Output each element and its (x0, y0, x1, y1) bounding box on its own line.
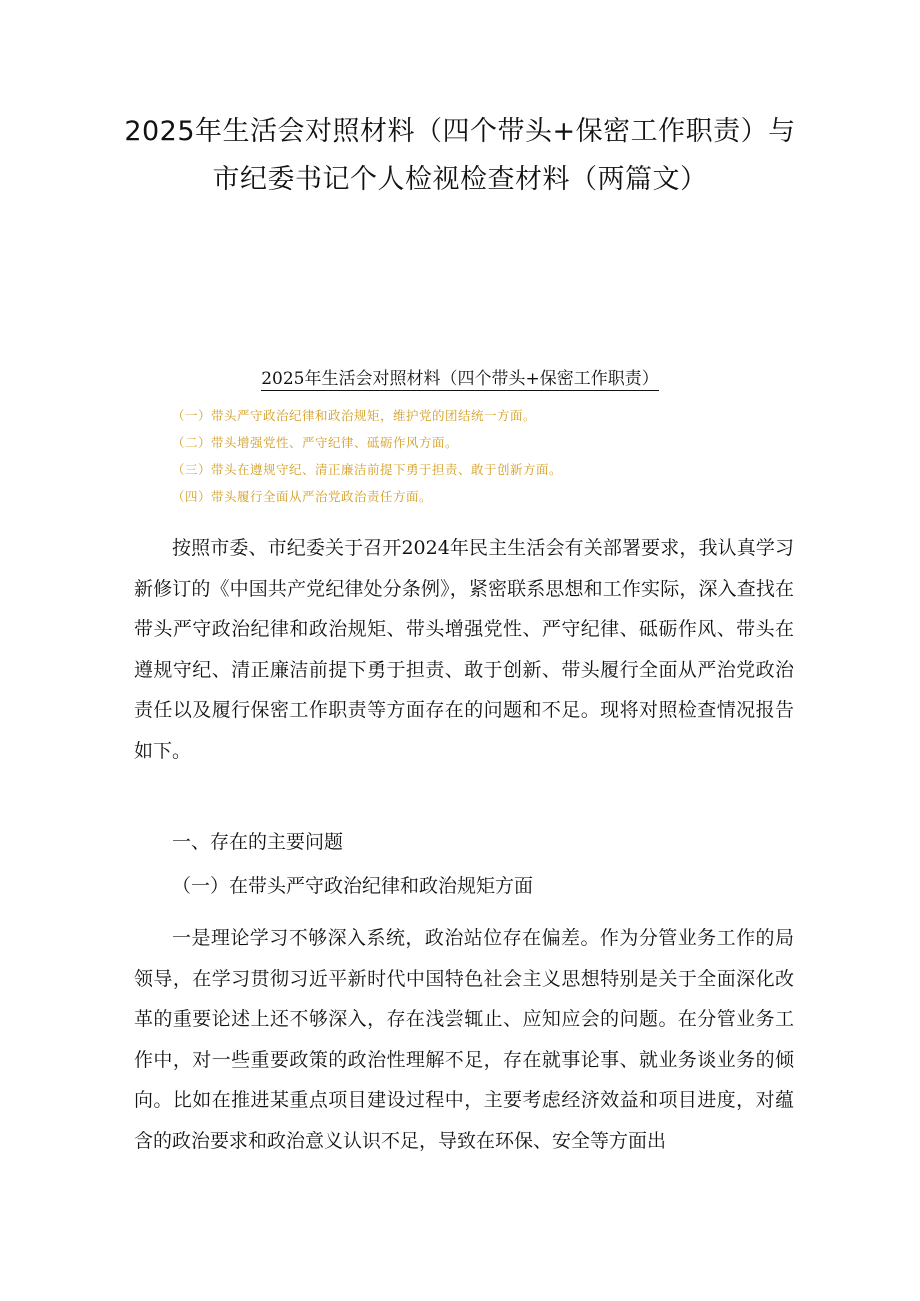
paragraph-theory-study: 一是理论学习不够深入系统，政治站位存在偏差。作为分管业务工作的局领导，在学习贯彻习近平新时代中国特色社会主义思想特别是关于全面深化改革的重要论述上还不够深入，存在浅尝辄止、应知应会的问题。在分管业务工作中，对一些重要政策的政治性理解不足，存在就事论事、就业务谈业务的倾向。比如在推进某重点项目建设过程中，主要考虑经济效益和项目进度，对蕴含的政治要求和政治意义认识不足，导致在环保、安全等方面出 (134, 927, 794, 1152)
toc-item-1[interactable]: （一）带头严守政治纪律和政治规矩，维护党的团结统一方面。 (172, 408, 537, 423)
heading-political-discipline: （一）在带头严守政治纪律和政治规矩方面 (172, 875, 534, 897)
table-of-contents (172, 402, 812, 510)
heading-main-problems: 一、存在的主要问题 (172, 831, 344, 853)
document-title-line-2: 市纪委书记个人检视检查材料（两篇文） (212, 164, 708, 195)
intro-paragraph: 按照市委、市纪委关于召开2024年民主生活会有关部署要求，我认真学习新修订的《中国共产党纪律处分条例》，紧密联系思想和工作实际，深入查找在带头严守政治纪律和政治规矩、带头增强党性、严守纪律、砥砺作风、带头在遵规守纪、清正廉洁前提下勇于担责、敢于创新、带头履行全面从严治党政治责任以及履行保密工作职责等方面存在的问题和不足。现将对照检查情况报告如下。 (134, 537, 794, 762)
toc-item-2[interactable]: （二）带头增强党性、严守纪律、砥砺作风方面。 (172, 435, 459, 450)
toc-item-4[interactable]: （四）带头履行全面从严治党政治责任方面。 (172, 489, 433, 504)
document-title-line-1: 2025年生活会对照材料（四个带头+保密工作职责）与 (124, 116, 796, 147)
section-title[interactable] (100, 366, 820, 392)
section-title-link[interactable]: 2025年生活会对照材料（四个带头+保密工作职责） (261, 369, 659, 389)
toc-item-3[interactable]: （三）带头在遵规守纪、清正廉洁前提下勇于担责、敢于创新方面。 (172, 462, 563, 477)
